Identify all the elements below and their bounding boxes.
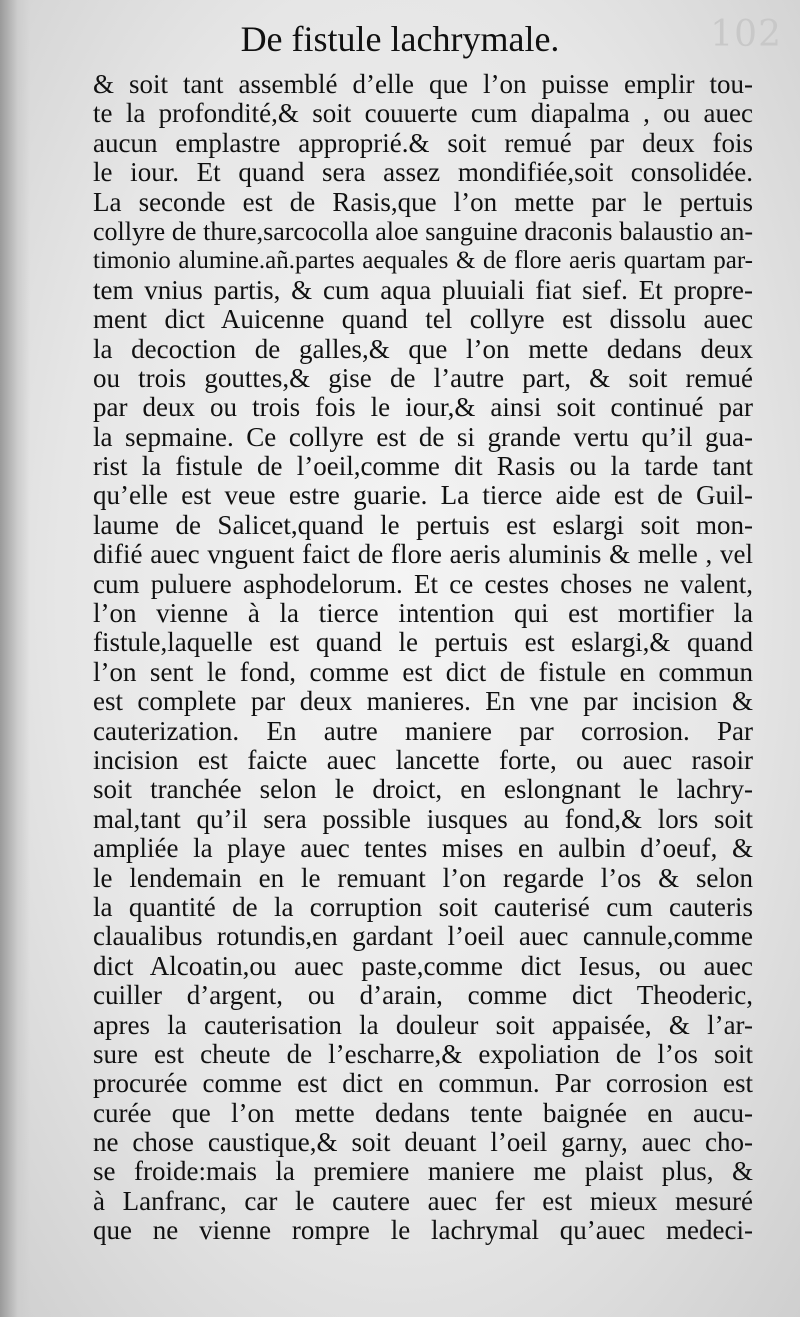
text-line: aucun emplastre approprié.& soit remué par deux fois bbox=[93, 127, 753, 158]
text-line: mal,tant qu’il sera possible iusques au fond,& lors soit bbox=[93, 803, 753, 834]
text-line: procurée comme est dict en commun. Par corrosion est bbox=[93, 1068, 753, 1099]
text-line: dict Alcoatin,ou auec paste,comme dict Iesus, ou auec bbox=[93, 950, 753, 981]
text-line: La seconde est de Rasis,que l’on mette par le pertuis bbox=[93, 186, 753, 217]
text-line: soit tranchée selon le droict, en eslongnant le lachry- bbox=[93, 774, 753, 805]
text-line: la decoction de galles,& que l’on mette dedans deux bbox=[93, 333, 753, 364]
bleed-through-text: 102 bbox=[710, 14, 782, 55]
text-line: cum puluere asphodelorum. Et ce cestes choses ne valent, bbox=[93, 568, 753, 599]
text-line: est complete par deux manieres. En vne par incision & bbox=[93, 686, 753, 717]
text-line: & soit tant assemblé d’elle que l’on puisse emplir tou- bbox=[93, 69, 753, 99]
text-line: rist la fistule de l’oeil,comme dit Rasis ou la tarde tant bbox=[93, 451, 753, 482]
text-line: incision est faicte auec lancette forte, ou auec rasoir bbox=[93, 744, 753, 775]
text-line: le lendemain en le remuant l’on regarde l’os & selon bbox=[93, 862, 753, 893]
text-line: l’on vienne à la tierce intention qui est mortifier la bbox=[93, 598, 753, 629]
text-line: que ne vienne rompre le lachrymal qu’auec medeci- bbox=[93, 1215, 753, 1246]
text-line: fistule,laquelle est quand le pertuis est eslargi,& quand bbox=[93, 627, 753, 658]
text-line: ment dict Auicenne quand tel collyre est dissolu auec bbox=[93, 304, 753, 335]
text-line: apres la cauterisation la douleur soit appaisée, & l’ar- bbox=[93, 1009, 753, 1040]
text-block bbox=[93, 70, 753, 1246]
text-line: le iour. Et quand sera assez mondifiée,soit consolidée. bbox=[93, 157, 753, 188]
page-gutter-shadow bbox=[0, 0, 30, 1317]
text-line: cauterization. En autre maniere par corrosion. Par bbox=[93, 715, 753, 746]
text-line: claualibus rotundis,en gardant l’oeil auec cannule,comme bbox=[93, 921, 753, 952]
text-line: l’on sent le fond, comme est dict de fistule en commun bbox=[93, 656, 753, 687]
page-header: De fistule lachrymale. bbox=[240, 19, 560, 59]
text-line: à Lanfranc, car le cautere auec fer est mieux mesuré bbox=[93, 1185, 753, 1216]
text-line: sure est cheute de l’escharre,& expoliation de l’os soit bbox=[93, 1038, 753, 1069]
text-line: par deux ou trois fois le iour,& ainsi soit continué par bbox=[93, 392, 753, 423]
text-line: se froide:mais la premiere maniere me plaist plus, & bbox=[93, 1156, 753, 1187]
text-line: ou trois gouttes,& gise de l’autre part, & soit remué bbox=[93, 362, 753, 393]
text-line: ampliée la playe auec tentes mises en aulbin d’oeuf, & bbox=[93, 833, 753, 864]
text-line: curée que l’on mette dedans tente baignée en aucu- bbox=[93, 1097, 753, 1128]
text-line: laume de Salicet,quand le pertuis est eslargi soit mon- bbox=[93, 509, 753, 540]
text-line: te la profondité,& soit couuerte cum diapalma , ou auec bbox=[93, 98, 753, 129]
text-line: la quantité de la corruption soit cauterisé cum cauteris bbox=[93, 891, 753, 922]
text-line: collyre de thure,sarcocolla aloe sanguine draconis balaustio an- bbox=[93, 216, 753, 246]
text-line: la sepmaine. Ce collyre est de si grande vertu qu’il gua- bbox=[93, 421, 753, 452]
text-line: cuiller d’argent, ou d’arain, comme dict Theoderic, bbox=[93, 980, 753, 1011]
text-line: ne chose caustique,& soit deuant l’oeil garny, auec cho- bbox=[93, 1127, 753, 1158]
text-line: difié auec vnguent faict de flore aeris aluminis & melle , vel bbox=[93, 539, 753, 570]
text-line: timonio alumine.añ.partes aequales & de flore aeris quartam par- bbox=[93, 247, 753, 275]
text-line: qu’elle est veue estre guarie. La tierce aide est de Guil- bbox=[93, 480, 753, 511]
text-line: tem vnius partis, & cum aqua pluuiali fiat sief. Et propre- bbox=[93, 274, 753, 305]
